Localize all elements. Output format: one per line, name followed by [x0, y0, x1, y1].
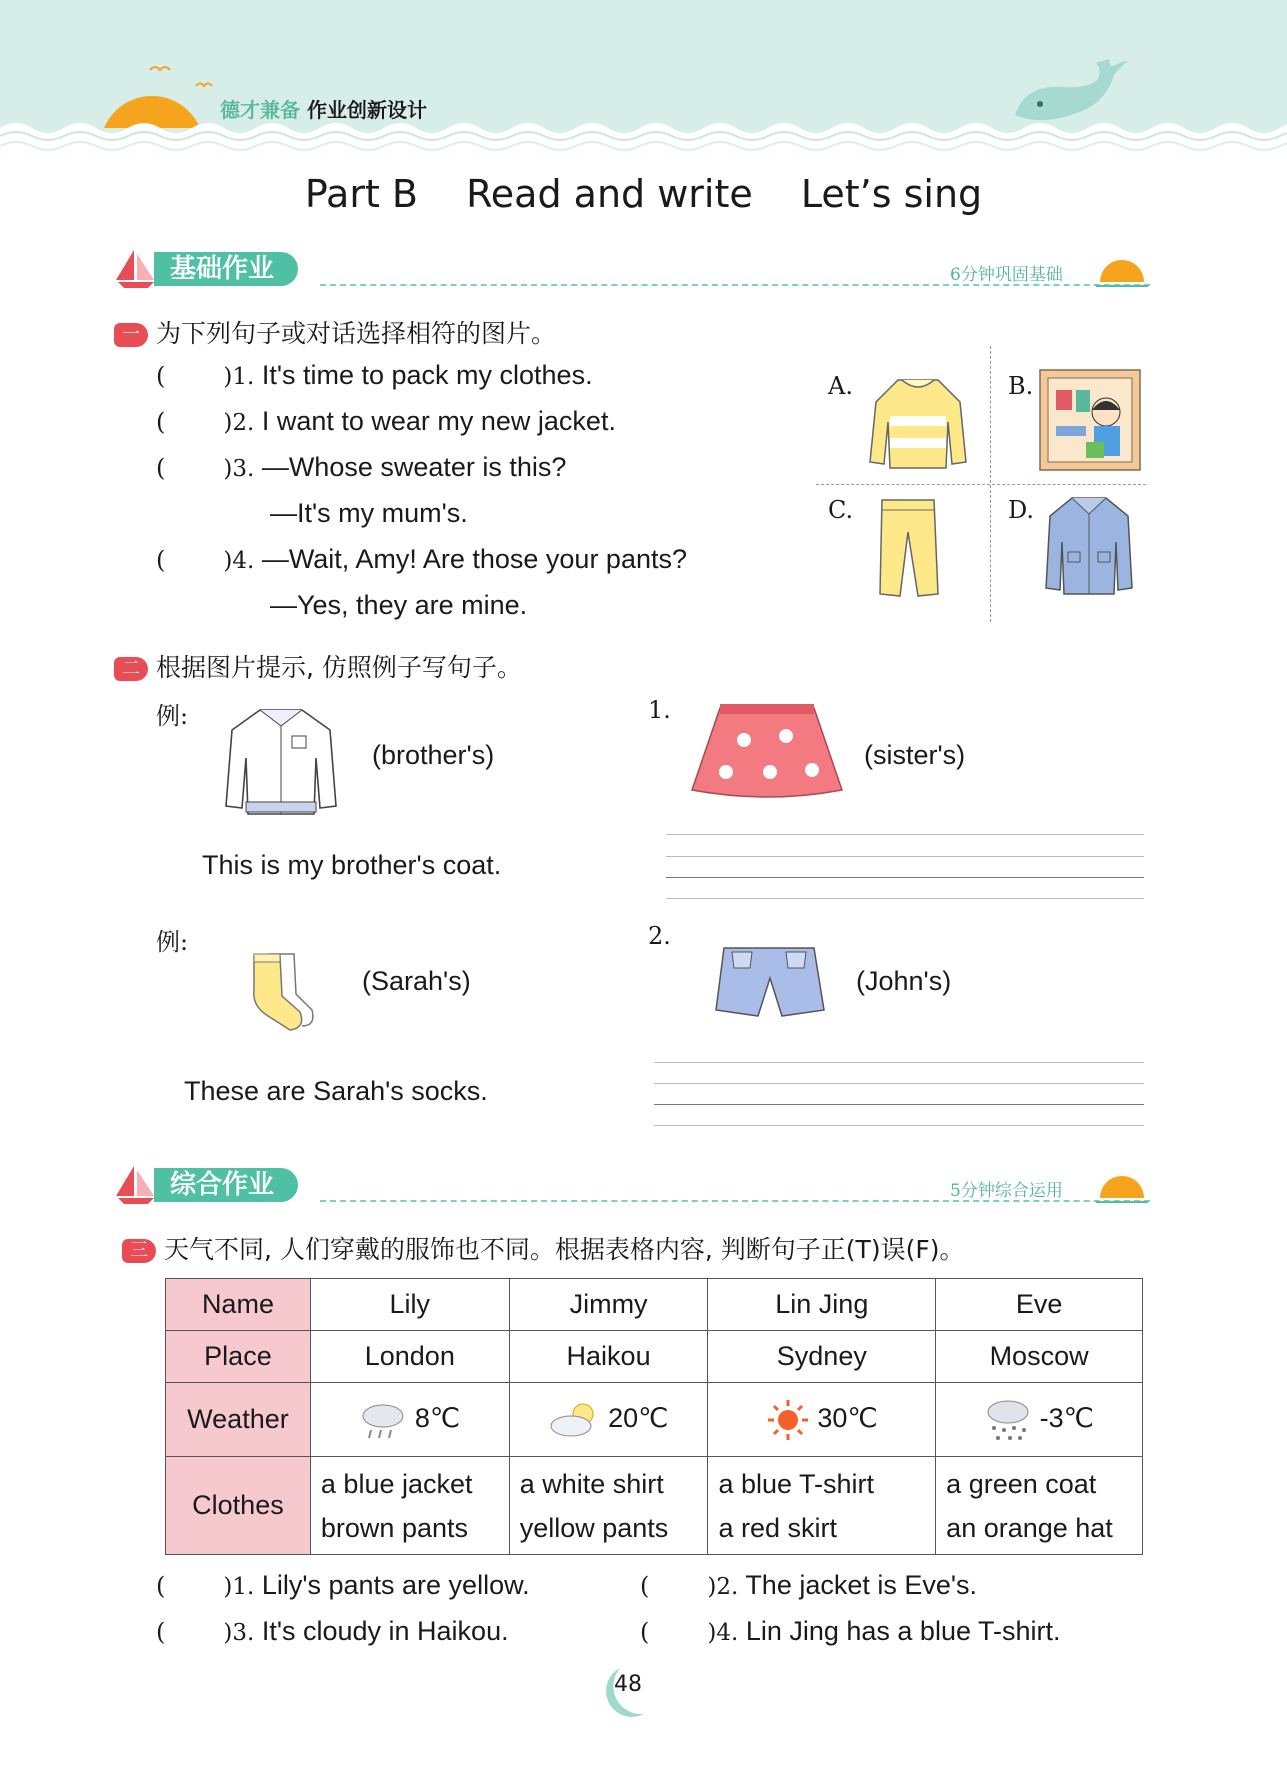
writing-line: [666, 898, 1144, 899]
answer-blank[interactable]: (: [156, 408, 166, 436]
wardrobe-boy-icon: [1036, 366, 1144, 474]
item1-number: 1.: [648, 696, 671, 724]
answer-blank[interactable]: (: [156, 546, 166, 574]
ex2-hint: (Sarah's): [362, 966, 471, 996]
rain-cloud-icon: [359, 1400, 407, 1440]
table-cell: [310, 1457, 509, 1555]
basic-label: 基础作业: [154, 252, 298, 286]
q3-statement-3: [156, 1616, 509, 1647]
table-cell: Sydney: [708, 1331, 936, 1383]
table-cell: Eve: [936, 1279, 1143, 1331]
writing-line: [654, 1083, 1144, 1084]
ex1-hint: (brother's): [372, 740, 495, 770]
table-cell: [708, 1383, 936, 1457]
table-cell: Lin Jing: [708, 1279, 936, 1331]
option-d-label: D.: [1008, 496, 1035, 524]
answer-blank[interactable]: (: [156, 362, 166, 390]
q3-statement-2: [640, 1570, 977, 1601]
sailboat-icon: [110, 246, 160, 290]
bird-icon: [150, 67, 170, 70]
comprehensive-label: 综合作业: [154, 1168, 298, 1202]
basic-minutes: 6分钟巩固基础: [950, 265, 1063, 285]
clothes-line: brown pants: [320, 1512, 468, 1543]
item1-hint: (sister's): [864, 740, 966, 770]
q1-item-4: [156, 544, 687, 575]
brand-colored: 德才兼备: [220, 98, 300, 122]
sun-icon: [766, 1398, 810, 1442]
q1-item-2: [156, 406, 616, 437]
answer-blank[interactable]: (: [640, 1572, 650, 1600]
table-cell: [936, 1457, 1143, 1555]
comprehensive-minutes: 5分钟综合运用: [950, 1181, 1063, 1201]
bird-icon: [196, 84, 212, 87]
item-text: It's time to pack my clothes.: [261, 360, 593, 390]
basic-banner: [110, 246, 1150, 290]
brand-plain: 作业创新设计: [306, 98, 427, 122]
clothes-line: a blue T-shirt: [718, 1468, 875, 1499]
writing-line[interactable]: [654, 1104, 1144, 1105]
sailboat-icon: [110, 1162, 160, 1206]
table-row: [166, 1457, 1143, 1555]
comprehensive-banner: [110, 1162, 1150, 1206]
temperature: 30℃: [817, 1402, 878, 1433]
pants-icon: [872, 496, 944, 600]
item2-number: 2.: [648, 922, 671, 950]
option-a-label: A.: [828, 372, 853, 400]
q2-heading: [114, 648, 522, 684]
item-number: )3.: [223, 1620, 255, 1646]
q3-statement-1: [156, 1570, 530, 1601]
table-cell: [708, 1457, 936, 1555]
item2-hint: (John's): [856, 966, 952, 996]
temperature: 20℃: [608, 1402, 669, 1433]
q2-badge: 二: [114, 657, 148, 681]
q3-badge: 三: [122, 1239, 156, 1263]
small-sun-icon: [1092, 252, 1150, 292]
item-text: Lin Jing has a blue T-shirt.: [745, 1616, 1061, 1646]
writing-line: [666, 834, 1144, 835]
table-cell: Lily: [310, 1279, 509, 1331]
row-label-clothes: Clothes: [166, 1457, 311, 1555]
title-section2: Let’s sing: [800, 172, 983, 216]
q3-instruction: 天气不同, 人们穿戴的服饰也不同。根据表格内容, 判断句子正(T)误(F)。: [164, 1235, 965, 1264]
item-number: )4.: [223, 548, 255, 574]
q1-heading: [114, 314, 556, 350]
small-sun-icon: [1092, 1168, 1150, 1208]
q1-item-3: [156, 452, 566, 483]
writing-line[interactable]: [666, 877, 1144, 878]
jacket-icon: [1044, 492, 1134, 600]
row-label-name: Name: [166, 1279, 311, 1331]
q1-item-4-reply: —Yes, they are mine.: [270, 590, 528, 620]
item-number: )2.: [707, 1574, 739, 1600]
whale-icon: [1015, 59, 1128, 120]
q3-heading: [122, 1230, 964, 1266]
temperature: -3℃: [1039, 1402, 1095, 1433]
answer-blank[interactable]: (: [156, 1618, 166, 1646]
clothes-line: a green coat: [946, 1468, 1097, 1499]
table-cell: Haikou: [509, 1331, 708, 1383]
temperature: 8℃: [414, 1402, 461, 1433]
table-cell: [509, 1383, 708, 1457]
row-label-place: Place: [166, 1331, 311, 1383]
q1-badge: 一: [114, 323, 148, 347]
brand-title: [220, 94, 427, 123]
skirt-icon: [690, 700, 844, 800]
writing-line: [666, 856, 1144, 857]
answer-blank[interactable]: (: [156, 454, 166, 482]
table-row: [166, 1331, 1143, 1383]
socks-icon: [244, 950, 316, 1036]
page-number: 48: [614, 1672, 642, 1697]
example-label: 例:: [156, 702, 189, 730]
q1-item-3-reply: —It's my mum's.: [270, 498, 468, 528]
snow-cloud-icon: [984, 1398, 1032, 1442]
table-cell: [509, 1457, 708, 1555]
title-section1: Read and write: [466, 172, 753, 216]
clothes-line: yellow pants: [519, 1512, 669, 1543]
item-number: )2.: [223, 410, 255, 436]
table-row: [166, 1383, 1143, 1457]
item-number: )4.: [707, 1620, 739, 1646]
q1-instruction: 为下列句子或对话选择相符的图片。: [156, 319, 557, 348]
writing-line: [654, 1125, 1144, 1126]
table-cell: Jimmy: [509, 1279, 708, 1331]
header-decoration: [0, 0, 1287, 160]
table-cell: [936, 1383, 1143, 1457]
shorts-icon: [712, 944, 826, 1020]
q2-instruction: 根据图片提示, 仿照例子写句子。: [156, 653, 522, 682]
item-text: The jacket is Eve's.: [745, 1570, 978, 1600]
weather-table: [165, 1278, 1143, 1555]
cloudy-sun-icon: [549, 1400, 601, 1440]
answer-blank[interactable]: (: [156, 1572, 166, 1600]
row-label-weather: Weather: [166, 1383, 311, 1457]
example-label: 例:: [156, 928, 189, 956]
item-text: I want to wear my new jacket.: [261, 406, 616, 436]
table-row: [166, 1279, 1143, 1331]
coat-icon: [222, 702, 340, 818]
clothes-line: a white shirt: [519, 1468, 664, 1499]
table-cell: London: [310, 1331, 509, 1383]
q3-statement-4: [640, 1616, 1061, 1647]
answer-blank[interactable]: (: [640, 1618, 650, 1646]
item-text: —Wait, Amy! Are those your pants?: [261, 544, 687, 574]
writing-line: [654, 1062, 1144, 1063]
clothes-line: a red skirt: [718, 1512, 837, 1543]
item-number: )1.: [223, 364, 255, 390]
ex2-sentence: These are Sarah's socks.: [184, 1076, 488, 1106]
item-text: Lily's pants are yellow.: [261, 1570, 530, 1600]
title-part: Part B: [304, 172, 418, 216]
item-number: )1.: [223, 1574, 255, 1600]
clothes-line: an orange hat: [946, 1512, 1113, 1543]
sweater-icon: [868, 372, 968, 476]
table-cell: Moscow: [936, 1331, 1143, 1383]
clothes-line: a blue jacket: [320, 1468, 473, 1499]
table-cell: [310, 1383, 509, 1457]
page-title: [0, 172, 1287, 216]
q1-item-1: [156, 360, 593, 391]
item-number: )3.: [223, 456, 255, 482]
ex1-sentence: This is my brother's coat.: [202, 850, 502, 880]
grid-divider-h: [816, 484, 1146, 485]
option-c-label: C.: [828, 496, 854, 524]
item-text: —Whose sweater is this?: [261, 452, 567, 482]
sun-icon: [104, 96, 200, 128]
item-text: It's cloudy in Haikou.: [261, 1616, 509, 1646]
option-b-label: B.: [1008, 372, 1034, 400]
